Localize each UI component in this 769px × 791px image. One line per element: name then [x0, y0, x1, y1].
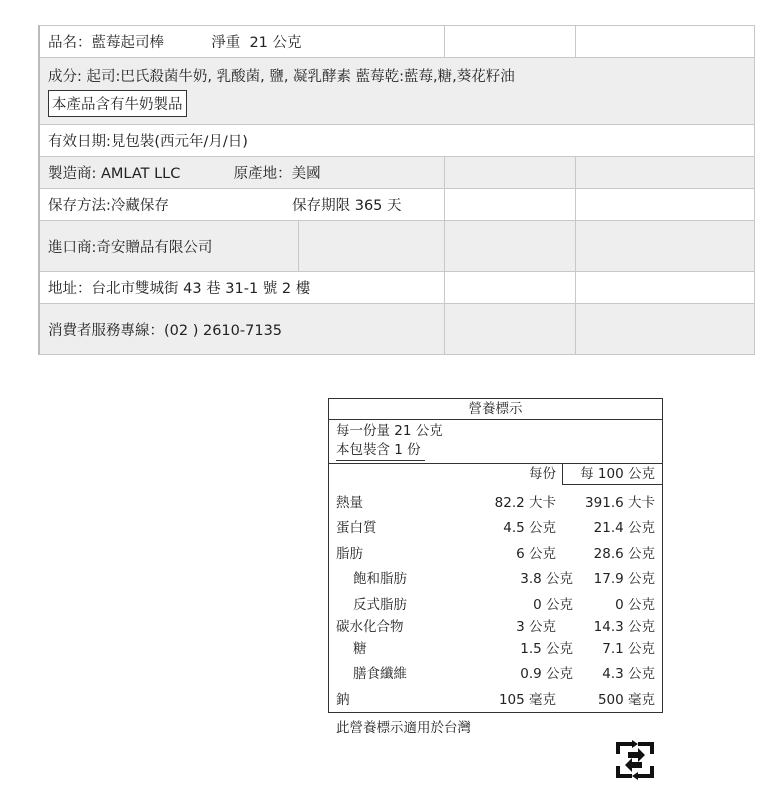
product-name-label: 品名：: [48, 35, 92, 51]
service-text: 消費者服務專線：(02 ) 2610-7135: [39, 304, 444, 355]
importer-text: 進口商:奇安贈品有限公司: [39, 221, 298, 272]
nutrient-row: [329, 613, 662, 635]
nutrient-row: [329, 511, 662, 537]
nutrient-per-serving: 4.5 公克: [503, 520, 556, 536]
nutrient-per-100g: 14.3 公克: [593, 618, 655, 635]
nutrient-name: 膳食纖維: [353, 666, 407, 682]
expiry-row: [39, 125, 754, 157]
nutrient-name: 糖: [353, 640, 367, 657]
ingredients-text: 成分: 起司:巴氏殺菌牛奶, 乳酸菌, 鹽, 凝乳酵素 藍莓乾:藍莓,糖,葵花籽油: [48, 69, 515, 85]
product-name-row: [39, 26, 754, 58]
nutrient-name: 蛋白質: [336, 520, 377, 536]
nutrient-row: [329, 587, 662, 613]
nutrient-per-serving: 0.9 公克: [520, 666, 573, 682]
storage-method: 保存方法:冷藏保存: [48, 198, 169, 214]
nutrition-rows: [329, 485, 662, 712]
nutrition-footnote: 此營養標示適用於台灣: [336, 720, 471, 736]
expiry-text: 有效日期:見包裝(西元年/月/日): [39, 125, 754, 157]
nutrient-row: [329, 536, 662, 562]
product-name: 藍莓起司棒: [91, 35, 164, 51]
address-row: [39, 272, 754, 304]
servings-per-package: 本包裝含 1 份: [336, 441, 425, 461]
nutrient-row: [329, 635, 662, 657]
service-row: [39, 304, 754, 355]
nutrient-per-serving: 105 毫克: [498, 691, 556, 708]
nutrient-per-100g: 28.6 公克: [593, 545, 655, 562]
nutrient-row: [329, 682, 662, 708]
nutrient-row: [329, 485, 662, 511]
nutrient-per-100g: 17.9 公克: [593, 571, 655, 587]
manufacturer-text: 製造商: AMLAT LLC: [48, 166, 181, 182]
nutrient-per-100g: 7.1 公克: [602, 640, 655, 657]
origin-text: 原產地：美國: [233, 166, 321, 182]
net-weight-label: 淨重: [211, 35, 241, 51]
nutrient-per-serving: 3.8 公克: [520, 571, 573, 587]
per-serving-header: 每份: [462, 464, 563, 485]
nutrient-per-100g: 391.6 大卡: [585, 494, 655, 511]
nutrient-per-100g: 4.3 公克: [602, 666, 655, 682]
serving-size: 每一份量 21 公克: [336, 423, 443, 439]
nutrition-facts-panel: [328, 398, 663, 713]
nutrient-name: 反式脂肪: [353, 596, 407, 613]
nutrient-name: 熱量: [336, 494, 363, 511]
nutrient-name: 飽和脂肪: [353, 571, 407, 587]
nutrient-per-100g: 0 公克: [615, 596, 655, 613]
nutrient-per-100g: 21.4 公克: [593, 520, 655, 536]
nutrient-per-serving: 82.2 大卡: [494, 494, 556, 511]
nutrient-name: 鈉: [336, 691, 350, 708]
product-info-table: [38, 25, 755, 355]
nutrient-per-serving: 6 公克: [516, 545, 556, 562]
ingredients-row: [39, 58, 754, 125]
nutrition-title: 營養標示: [329, 399, 662, 420]
nutrient-row: [329, 562, 662, 588]
address-text: 地址：台北市雙城街 43 巷 31-1 號 2 樓: [39, 272, 444, 304]
per-100g-header: 每 100 公克: [563, 464, 662, 485]
shelf-life: 保存期限 365 天: [292, 198, 402, 214]
net-weight: 21 公克: [249, 35, 302, 51]
importer-row: [39, 221, 754, 272]
nutrition-header: [329, 463, 662, 485]
nutrient-per-serving: 1.5 公克: [520, 640, 573, 657]
recycle-icon: [614, 740, 656, 780]
allergen-notice: 本產品含有牛奶製品: [48, 90, 187, 117]
nutrient-per-serving: 3 公克: [516, 618, 556, 635]
storage-row: [39, 189, 754, 221]
nutrient-name: 脂肪: [336, 545, 363, 562]
nutrient-row: [329, 657, 662, 683]
nutrient-name: 碳水化合物: [336, 618, 404, 635]
nutrient-per-serving: 0 公克: [533, 596, 573, 613]
nutrient-per-100g: 500 毫克: [597, 691, 655, 708]
manufacturer-row: [39, 157, 754, 189]
